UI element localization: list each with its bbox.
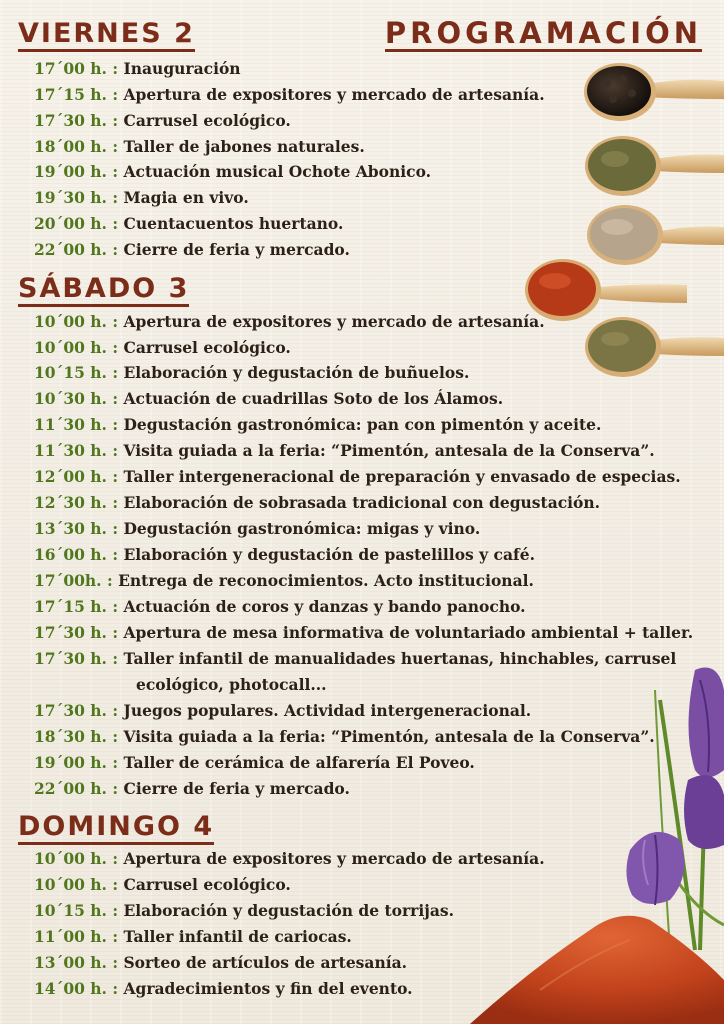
event-row: 17´30 h. : Apertura de mesa informativa de voluntariado ambiental + taller. bbox=[34, 623, 694, 642]
event-row: 14´00 h. : Agradecimientos y fin del evento. bbox=[34, 979, 413, 998]
event-row: 20´00 h. : Cuentacuentos huertano. bbox=[34, 214, 344, 233]
event-row: 16´00 h. : Elaboración y degustación de pastelillos y café. bbox=[34, 545, 535, 564]
event-row: 10´00 h. : Apertura de expositores y mercado de artesanía. bbox=[34, 312, 545, 331]
event-row: 10´00 h. : Apertura de expositores y mercado de artesanía. bbox=[34, 849, 545, 868]
event-row: 18´30 h. : Visita guiada a la feria: “Pimentón, antesala de la Conserva”. bbox=[34, 727, 655, 746]
page-title: PROGRAMACIÓN bbox=[385, 18, 702, 52]
event-row: 22´00 h. : Cierre de feria y mercado. bbox=[34, 779, 350, 798]
event-row: 19´00 h. : Actuación musical Ochote Abonico. bbox=[34, 162, 432, 181]
day-heading-saturday: SÁBADO 3 bbox=[18, 275, 189, 307]
event-row: 17´00h. : Entrega de reconocimientos. Acto institucional. bbox=[34, 571, 534, 590]
event-row: 10´15 h. : Elaboración y degustación de torrijas. bbox=[34, 901, 455, 920]
paprika-pile-image bbox=[470, 900, 724, 1024]
event-row: 18´00 h. : Taller de jabones naturales. bbox=[34, 137, 365, 156]
event-row: 13´00 h. : Sorteo de artículos de artesanía. bbox=[34, 953, 408, 972]
event-row: 17´30 h. : Carrusel ecológico. bbox=[34, 111, 291, 130]
day-heading-sunday: DOMINGO 4 bbox=[18, 813, 214, 845]
spoon-oregano-icon bbox=[585, 317, 724, 377]
event-row: 11´30 h. : Degustación gastronómica: pan con pimentón y aceite. bbox=[34, 415, 602, 434]
event-row: 17´30 h. : Juegos populares. Actividad intergeneracional. bbox=[34, 701, 532, 720]
event-row: 10´00 h. : Carrusel ecológico. bbox=[34, 875, 291, 894]
event-row: 12´30 h. : Elaboración de sobrasada tradicional con degustación. bbox=[34, 493, 601, 512]
event-row: 17´30 h. : Taller infantil de manualidades huertanas, hinchables, carrusel ecológico, photocall... bbox=[34, 646, 676, 698]
event-row: 10´30 h. : Actuación de cuadrillas Soto de los Álamos. bbox=[34, 389, 504, 408]
event-row: 11´00 h. : Taller infantil de cariocas. bbox=[34, 927, 352, 946]
spoon-dried-herbs-icon bbox=[585, 136, 724, 196]
event-row: 10´15 h. : Elaboración y degustación de buñuelos. bbox=[34, 363, 470, 382]
event-row: 17´15 h. : Apertura de expositores y mercado de artesanía. bbox=[34, 85, 545, 104]
event-row-continuation: ecológico, photocall... bbox=[136, 675, 327, 694]
event-row: 13´30 h. : Degustación gastronómica: migas y vino. bbox=[34, 519, 481, 538]
spoon-ground-pepper-icon bbox=[587, 205, 724, 265]
event-row: 11´30 h. : Visita guiada a la feria: “Pimentón, antesala de la Conserva”. bbox=[34, 441, 655, 460]
event-row: 19´30 h. : Magia en vivo. bbox=[34, 188, 249, 207]
event-row: 17´00 h. : Inauguración bbox=[34, 59, 241, 78]
spice-spoons-image bbox=[515, 55, 724, 380]
event-row: 19´00 h. : Taller de cerámica de alfarería El Poveo. bbox=[34, 753, 475, 772]
event-row: 17´15 h. : Actuación de coros y danzas y bando panocho. bbox=[34, 597, 526, 616]
day-heading-friday: VIERNES 2 bbox=[18, 20, 195, 52]
event-row: 12´00 h. : Taller intergeneracional de preparación y envasado de especias. bbox=[34, 467, 681, 486]
event-row: 10´00 h. : Carrusel ecológico. bbox=[34, 338, 291, 357]
event-row: 22´00 h. : Cierre de feria y mercado. bbox=[34, 240, 350, 259]
spoon-black-pepper-icon bbox=[584, 63, 724, 121]
spoon-paprika-icon bbox=[525, 259, 687, 321]
